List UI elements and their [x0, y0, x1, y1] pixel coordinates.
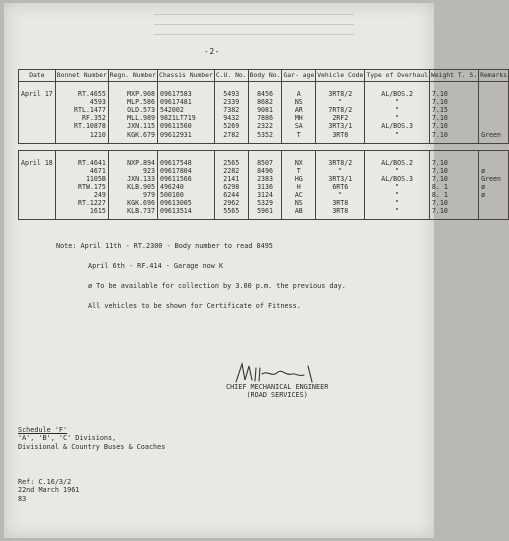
weight-cell: 7.10	[429, 199, 478, 207]
overhaul-cell: "	[365, 167, 430, 175]
bonnet-cell: 4593	[55, 98, 108, 106]
schedule-description: Divisional & Country Buses & Coaches	[18, 442, 166, 451]
margin-annotation	[400, 443, 430, 523]
date-cell	[19, 106, 56, 114]
body-cell: 8507	[248, 150, 282, 167]
date-cell	[19, 131, 56, 144]
code-cell: 3RT8	[316, 207, 365, 220]
chassis-cell: 542002	[157, 106, 214, 114]
signatory-title	[226, 383, 328, 400]
bonnet-cell: 1615	[55, 207, 108, 220]
reference-number: Ref: C.16/3/2	[18, 478, 72, 486]
remarks-cell: ø	[479, 191, 509, 199]
note-garage: April 6th - RF.414 - Garage now K	[88, 262, 224, 270]
table-row	[19, 82, 509, 99]
weight-cell: 8. 1	[429, 191, 478, 199]
cu-cell: 5565	[214, 207, 248, 220]
bonnet-cell: 4671	[55, 167, 108, 175]
regn-cell: KLB.905	[108, 183, 157, 191]
chassis-cell: 09611560	[157, 122, 214, 130]
weight-cell: 7.10	[429, 122, 478, 130]
cu-cell: 7382	[214, 106, 248, 114]
cu-cell: 2339	[214, 98, 248, 106]
chassis-cell: 09617481	[157, 98, 214, 106]
table-header-row	[19, 70, 509, 82]
code-cell: 3RT8	[316, 199, 365, 207]
overhaul-cell: "	[365, 199, 430, 207]
bonnet-cell: RT.4655	[55, 82, 108, 99]
note-certificate: All vehicles to be shown for Certificate of Fitness.	[88, 302, 301, 310]
garage-cell: NS	[282, 98, 316, 106]
cu-cell: 5269	[214, 122, 248, 130]
header-cu: C.U. No.	[214, 70, 248, 82]
reference-block	[18, 478, 79, 503]
body-cell: 8682	[248, 98, 282, 106]
remarks-cell	[479, 199, 509, 207]
overhaul-cell: AL/BOS.3	[365, 175, 430, 183]
table-row	[19, 122, 509, 130]
overhaul-cell: "	[365, 183, 430, 191]
signatory-line-2: (ROAD SERVICES)	[246, 391, 308, 400]
note-collection: ø To be available for collection by 3.00 p.m. the previous day.	[88, 282, 346, 290]
regn-cell: 979	[108, 191, 157, 199]
garage-cell: T	[282, 167, 316, 175]
cu-cell: 2141	[214, 175, 248, 183]
garage-cell: AR	[282, 106, 316, 114]
cu-cell: 9432	[214, 114, 248, 122]
cu-cell: 2282	[214, 167, 248, 175]
document-page	[4, 3, 508, 538]
code-cell: 2RF2	[316, 114, 365, 122]
remarks-cell	[479, 122, 509, 130]
chassis-cell: 500160	[157, 191, 214, 199]
date-cell	[19, 191, 56, 199]
garage-cell: SA	[282, 122, 316, 130]
schedule-title: Schedule 'F'	[18, 426, 68, 434]
garage-cell: A	[282, 82, 316, 99]
table-row	[19, 191, 509, 199]
chassis-cell: 09613005	[157, 199, 214, 207]
table-row	[19, 114, 509, 122]
chassis-cell: 9821LT719	[157, 114, 214, 122]
bonnet-cell: RTL.1477	[55, 106, 108, 114]
weight-cell: 7.10	[429, 98, 478, 106]
body-cell: 2383	[248, 175, 282, 183]
weight-cell: 7.10	[429, 175, 478, 183]
header-weight: Weight T. S.	[429, 70, 478, 82]
bonnet-cell: RT.1227	[55, 199, 108, 207]
reference-date: 22nd March 1961	[18, 486, 80, 495]
header-body: Body No.	[248, 70, 282, 82]
table-row	[19, 199, 509, 207]
overhaul-cell: "	[365, 191, 430, 199]
code-cell: 6RT6	[316, 183, 365, 191]
header-overhaul: Type of Overhaul	[365, 70, 430, 82]
bonnet-cell: RT.4641	[55, 150, 108, 167]
bonnet-cell: RF.352	[55, 114, 108, 122]
garage-cell: T	[282, 131, 316, 144]
code-cell: 3RT3/1	[316, 175, 365, 183]
header-bonnet: Bonnet Number	[55, 70, 108, 82]
garage-cell: AB	[282, 207, 316, 220]
weight-cell: 7.10	[429, 207, 478, 220]
bonnet-cell: RT.10878	[55, 122, 108, 130]
remarks-cell: ø	[479, 183, 509, 191]
body-cell: 5352	[248, 131, 282, 144]
garage-cell: NS	[282, 199, 316, 207]
code-cell: "	[316, 98, 365, 106]
cu-cell: 2565	[214, 150, 248, 167]
body-cell: 3124	[248, 191, 282, 199]
regn-cell: MXP.908	[108, 82, 157, 99]
chassis-cell: 09612931	[157, 131, 214, 144]
remarks-cell	[479, 150, 509, 167]
weight-cell: 7.10	[429, 167, 478, 175]
garage-cell: NX	[282, 150, 316, 167]
chassis-cell: 09613514	[157, 207, 214, 220]
cu-cell: 6244	[214, 191, 248, 199]
date-cell	[19, 167, 56, 175]
chassis-cell: 496240	[157, 183, 214, 191]
bonnet-cell: 249	[55, 191, 108, 199]
cu-cell: 2782	[214, 131, 248, 144]
weight-cell: 8. 1	[429, 183, 478, 191]
garage-cell: HG	[282, 175, 316, 183]
weight-cell: 7.10	[429, 114, 478, 122]
garage-cell: AC	[282, 191, 316, 199]
overhaul-cell: "	[365, 207, 430, 220]
body-cell: 9081	[248, 106, 282, 114]
overhaul-cell: AL/BOS.2	[365, 150, 430, 167]
regn-cell: OLD.573	[108, 106, 157, 114]
regn-cell: KLB.737	[108, 207, 157, 220]
weight-cell: 7.10	[429, 82, 478, 99]
remarks-cell: Green	[479, 131, 509, 144]
chassis-cell: 09611566	[157, 175, 214, 183]
code-cell: 3RT8/2	[316, 150, 365, 167]
body-cell: 3136	[248, 183, 282, 191]
weight-cell: 7.10	[429, 131, 478, 144]
table-row	[19, 167, 509, 175]
code-cell: 3RT3/1	[316, 122, 365, 130]
regn-cell: KGK.696	[108, 199, 157, 207]
date-cell	[19, 98, 56, 106]
cu-cell: 2962	[214, 199, 248, 207]
garage-cell: MH	[282, 114, 316, 122]
code-cell: 3RT8	[316, 131, 365, 144]
table-row	[19, 98, 509, 106]
faded-header-text	[154, 13, 354, 41]
date-cell: April 18	[19, 150, 56, 167]
remarks-cell	[479, 98, 509, 106]
code-cell: "	[316, 191, 365, 199]
table-row	[19, 150, 509, 167]
overhaul-cell: "	[365, 131, 430, 144]
spacer-cell	[19, 143, 509, 150]
regn-cell: KGK.679	[108, 131, 157, 144]
body-cell: 2322	[248, 122, 282, 130]
note-body-number: Note: April 11th - RT.2300 - Body number to read 8495	[56, 242, 273, 250]
cu-cell: 5493	[214, 82, 248, 99]
group-spacer	[19, 143, 509, 150]
signatory-line-1: CHIEF MECHANICAL ENGINEER	[226, 383, 329, 391]
regn-cell: MLP.586	[108, 98, 157, 106]
date-cell	[19, 114, 56, 122]
bonnet-cell: 1105B	[55, 175, 108, 183]
bonnet-cell: RTW.175	[55, 183, 108, 191]
date-cell	[19, 122, 56, 130]
date-cell	[19, 199, 56, 207]
remarks-cell	[479, 106, 509, 114]
chassis-cell: 09617804	[157, 167, 214, 175]
remarks-cell: Green	[479, 175, 509, 183]
table-row	[19, 106, 509, 114]
header-code: Vehicle Code	[316, 70, 365, 82]
overhaul-cell: "	[365, 106, 430, 114]
date-cell	[19, 207, 56, 220]
remarks-cell: ø	[479, 167, 509, 175]
date-cell: April 17	[19, 82, 56, 99]
remarks-cell	[479, 114, 509, 122]
body-cell: 5961	[248, 207, 282, 220]
body-cell: 5329	[248, 199, 282, 207]
header-date: Date	[19, 70, 56, 82]
date-cell	[19, 183, 56, 191]
regn-cell: JXN.133	[108, 175, 157, 183]
overhaul-cell: "	[365, 114, 430, 122]
vehicle-schedule-table	[18, 69, 509, 220]
weight-cell: 7.15	[429, 106, 478, 114]
regn-cell: 923	[108, 167, 157, 175]
header-remarks: Remarks	[479, 70, 509, 82]
chassis-cell: 09617548	[157, 150, 214, 167]
bonnet-cell: 1210	[55, 131, 108, 144]
table-row	[19, 175, 509, 183]
date-cell	[19, 175, 56, 183]
reference-code: 83	[18, 494, 27, 503]
regn-cell: JXN.115	[108, 122, 157, 130]
chassis-cell: 09617583	[157, 82, 214, 99]
cu-cell: 6298	[214, 183, 248, 191]
overhaul-cell: "	[365, 98, 430, 106]
overhaul-cell: AL/BOS.3	[365, 122, 430, 130]
code-cell: 3RT8/2	[316, 82, 365, 99]
code-cell: 7RT8/2	[316, 106, 365, 114]
body-cell: 8456	[248, 82, 282, 99]
table-row	[19, 207, 509, 220]
header-chassis: Chassis Number	[157, 70, 214, 82]
table-row	[19, 183, 509, 191]
remarks-cell	[479, 82, 509, 99]
weight-cell: 7.10	[429, 150, 478, 167]
overhaul-cell: AL/BOS.2	[365, 82, 430, 99]
header-garage: Gar- age	[282, 70, 316, 82]
schedule-block	[18, 426, 165, 451]
garage-cell: H	[282, 183, 316, 191]
regn-cell: NXP.894	[108, 150, 157, 167]
body-cell: 8496	[248, 167, 282, 175]
schedule-divisions: 'A', 'B', 'C' Divisions,	[18, 434, 117, 443]
header-regn: Regn. Number	[108, 70, 157, 82]
code-cell: "	[316, 167, 365, 175]
page-number: -2-	[204, 47, 220, 56]
body-cell: 7886	[248, 114, 282, 122]
regn-cell: MLL.989	[108, 114, 157, 122]
remarks-cell	[479, 207, 509, 220]
table-row	[19, 131, 509, 144]
